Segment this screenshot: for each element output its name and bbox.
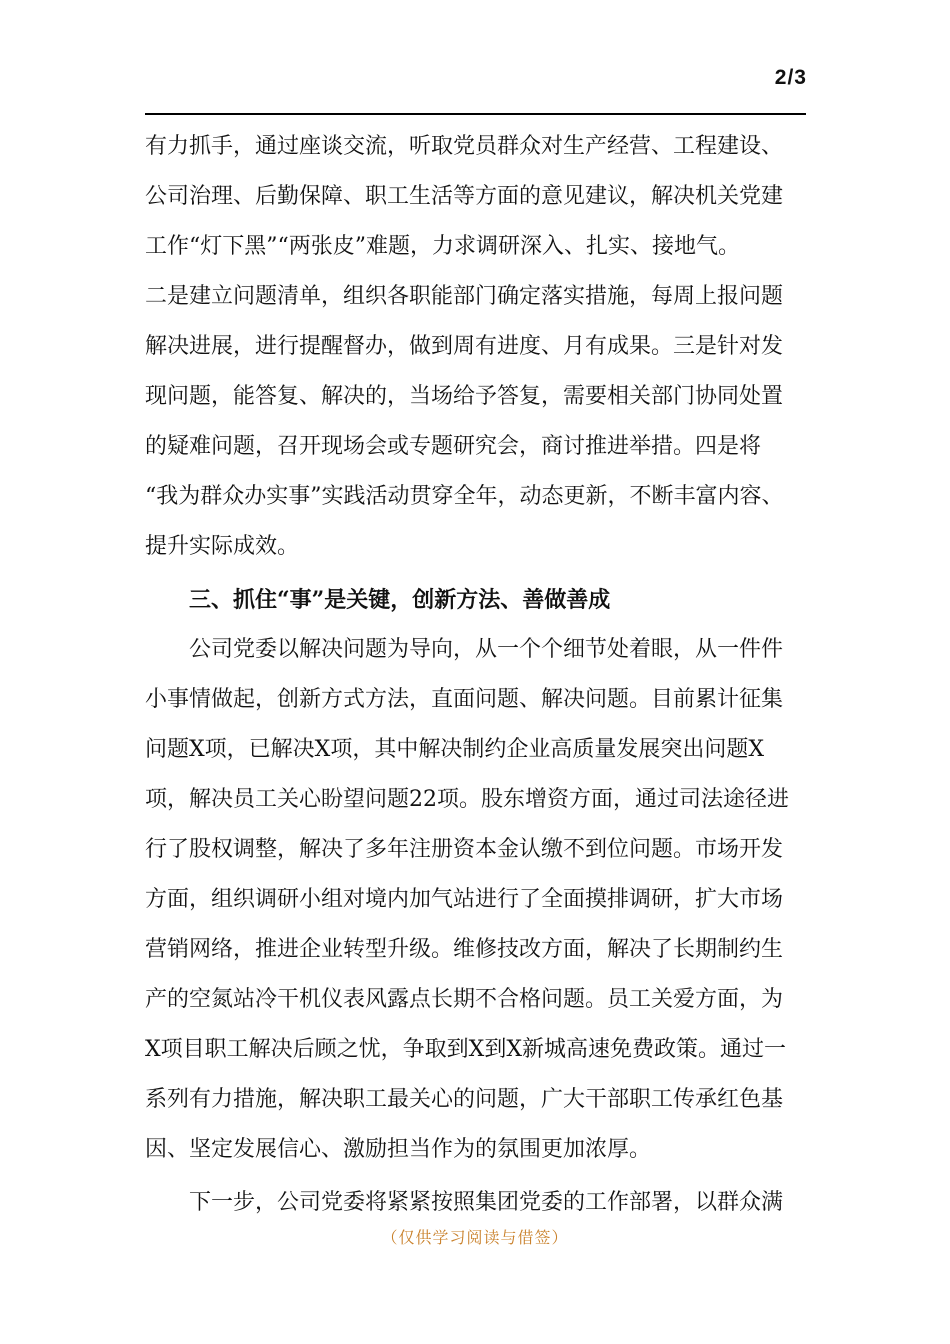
body-line: “我为群众办实事”实践活动贯穿全年，动态更新，不断丰富内容、 xyxy=(145,484,784,509)
body-line: 二是建立问题清单，组织各职能部门确定落实措施，每周上报问题 xyxy=(145,284,784,309)
body-line: 因、坚定发展信心、激励担当作为的氛围更加浓厚。 xyxy=(145,1137,652,1162)
header-rule xyxy=(145,113,806,115)
body-line: 有力抓手，通过座谈交流，听取党员群众对生产经营、工程建设、 xyxy=(145,134,784,159)
body-line: 公司治理、后勤保障、职工生活等方面的意见建议，解决机关党建 xyxy=(145,184,784,209)
body-line: 问题X项，已解决X项，其中解决制约企业高质量发展突出问题X xyxy=(145,737,764,762)
body-line: X项目职工解决后顾之忧，争取到X到X新城高速免费政策。通过一 xyxy=(145,1037,786,1062)
body-line: 工作“灯下黑”“两张皮”难题，力求调研深入、扎实、接地气。 xyxy=(145,234,740,259)
body-line: 行了股权调整，解决了多年注册资本金认缴不到位问题。市场开发 xyxy=(145,837,784,862)
body-line: 方面，组织调研小组对境内加气站进行了全面摸排调研，扩大市场 xyxy=(145,887,784,912)
footer-note: （仅供学习阅读与借签） xyxy=(381,1228,569,1247)
body-line: 现问题，能答复、解决的，当场给予答复，需要相关部门协同处置 xyxy=(145,384,784,409)
body-line: 解决进展，进行提醒督办，做到周有进度、月有成果。三是针对发 xyxy=(145,334,784,359)
body-line: 项，解决员工关心盼望问题22项。股东增资方面，通过司法途径进 xyxy=(145,787,789,812)
body-line: 的疑难问题，召开现场会或专题研究会，商讨推进举措。四是将 xyxy=(145,434,762,459)
body-line: 小事情做起，创新方式方法，直面问题、解决问题。目前累计征集 xyxy=(145,687,784,712)
body-line: 下一步，公司党委将紧紧按照集团党委的工作部署，以群众满 xyxy=(189,1190,784,1215)
body-line: 营销网络，推进企业转型升级。维修技改方面，解决了长期制约生 xyxy=(145,937,784,962)
page-number: 2/3 xyxy=(774,66,807,89)
section-heading: 三、抓住“事”是关键，创新方法、善做善成 xyxy=(189,587,611,613)
body-line: 提升实际成效。 xyxy=(145,534,300,559)
body-line: 公司党委以解决问题为导向，从一个个细节处着眼，从一件件 xyxy=(189,637,784,662)
body-line: 系列有力措施，解决职工最关心的问题，广大干部职工传承红色基 xyxy=(145,1087,784,1112)
document-body xyxy=(145,122,807,1228)
body-line: 产的空氮站冷干机仪表风露点长期不合格问题。员工关爱方面，为 xyxy=(145,987,784,1012)
